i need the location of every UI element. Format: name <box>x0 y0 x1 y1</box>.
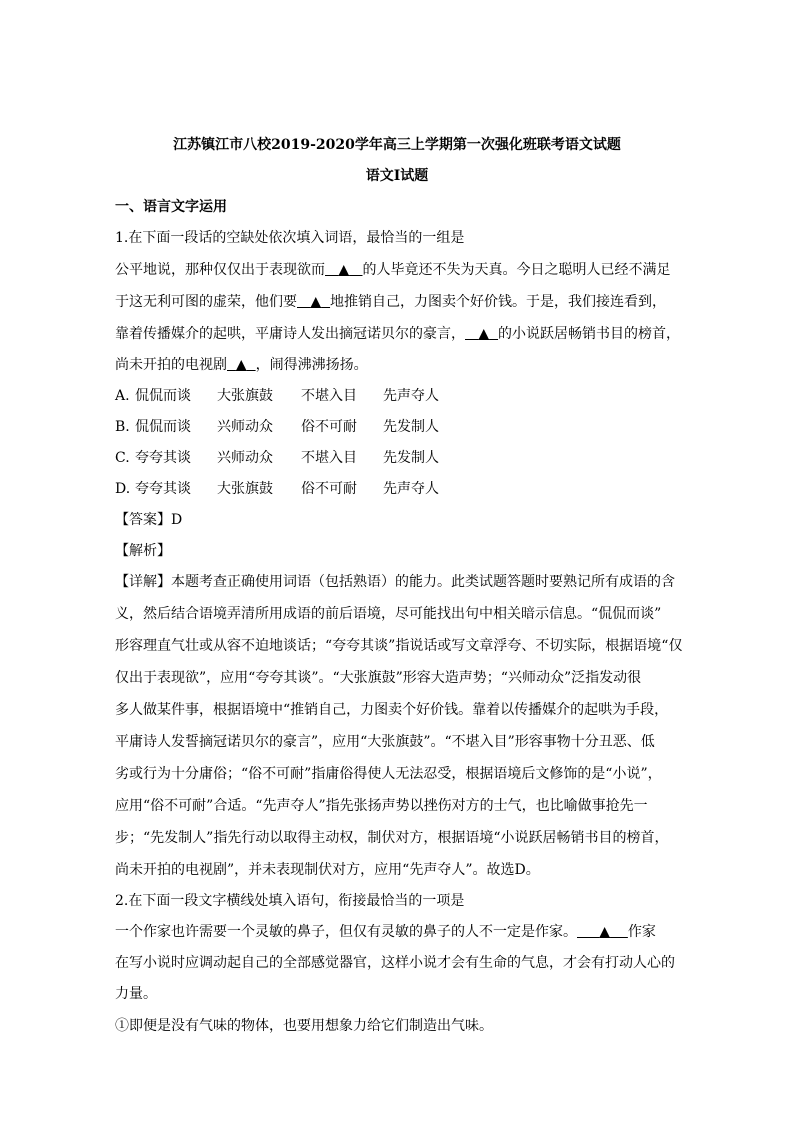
analysis-line: 尚未开拍的电视剧”，并未表现制伏对方，应用“先声夺人”。故选D。 <box>115 862 540 878</box>
blank-5: ▲ <box>599 924 611 940</box>
option-c: C. 夸夸其谈 兴师动众 不堪入目 先发制人 <box>115 450 439 466</box>
question-2-item-1: ①即便是没有气味的物体，也要用想象力给它们制造出气味。 <box>115 1018 493 1034</box>
blank-4: ▲ <box>235 357 247 373</box>
analysis-line: 义，然后结合语境弄清所用成语的前后语境，尽可能找出句中相关暗示信息。“侃侃而谈” <box>115 606 662 622</box>
section-heading: 一、语言文字运用 <box>115 199 227 215</box>
question-2-line-3: 力量。 <box>115 986 157 1002</box>
analysis-line: 步；“先发制人”指先行动以取得主动权，制伏对方，根据语境“小说跃居畅销书目的榜首， <box>115 830 669 846</box>
answer-label: 【答案】D <box>115 512 183 528</box>
analysis-label: 【解析】 <box>115 543 171 559</box>
question-1-line-2: 于这无利可图的虚荣，他们要 ▲ 地推销自己，力图卖个好价钱。于是，我们接连看到， <box>115 294 667 310</box>
document-title: 江苏镇江市八校2019-2020学年高三上学期第一次强化班联考语文试题 <box>173 137 621 153</box>
analysis-line: 形容理直气壮或从容不迫地谈话；“夸夸其谈”指说话或写文章浮夸、不切实际，根据语境“仅 <box>115 638 683 654</box>
question-1-stem: 1.在下面一段话的空缺处依次填入词语，最恰当的一组是 <box>115 230 465 246</box>
option-d: D. 夸夸其谈 大张旗鼓 俗不可耐 先声夺人 <box>115 481 439 497</box>
analysis-line: 多人做某件事，根据语境中“推销自己，力图卖个好价钱。靠着以传播媒介的起哄为手段， <box>115 702 669 718</box>
question-2-line-2: 在写小说时应调动起自己的全部感觉器官，这样小说才会有生命的气息，才会有打动人心的 <box>115 955 675 971</box>
option-b: B. 侃侃而谈 兴师动众 俗不可耐 先发制人 <box>115 419 439 435</box>
blank-2: ▲ <box>310 294 322 310</box>
question-2-line-1: 一个作家也许需要一个灵敏的鼻子，但仅有灵敏的鼻子的人不一定是作家。 ▲ 作家 <box>115 924 656 940</box>
analysis-line: 【详解】本题考查正确使用词语（包括熟语）的能力。此类试题答题时要熟记所有成语的含 <box>115 574 675 590</box>
option-a: A. 侃侃而谈 大张旗鼓 不堪入目 先声夺人 <box>115 388 439 404</box>
question-1-line-1: 公平地说，那种仅仅出于表现欲而 ▲ 的人毕竟还不失为天真。今日之聪明人已经不满足 <box>115 262 671 278</box>
analysis-line: 应用“俗不可耐”合适。“先声夺人”指先张扬声势以挫伤对方的士气，也比喻做事抢先一 <box>115 798 648 814</box>
analysis-line: 劣或行为十分庸俗；“俗不可耐”指庸俗得使人无法忍受，根据语境后文修饰的是“小说”， <box>115 766 662 782</box>
analysis-line: 平庸诗人发誓摘冠诺贝尔的豪言”，应用“大张旗鼓”。“不堪入目”形容事物十分丑恶、低 <box>115 734 655 750</box>
blank-3: ▲ <box>478 326 490 342</box>
blank-1: ▲ <box>338 262 350 278</box>
document-subtitle: 语文Ⅰ试题 <box>365 168 429 184</box>
question-1-line-3: 靠着传播媒介的起哄，平庸诗人发出摘冠诺贝尔的豪言， ▲ 的小说跃居畅销书目的榜首， <box>115 326 681 342</box>
question-2-stem: 2.在下面一段文字横线处填入语句，衔接最恰当的一项是 <box>115 893 465 909</box>
analysis-line: 仅出于表现欲”，应用“夸夸其谈”。“大张旗鼓”形容大造声势；“兴师动众”泛指发动很 <box>115 670 642 686</box>
question-1-line-4: 尚未开拍的电视剧 ▲ ，闹得沸沸扬扬。 <box>115 357 368 373</box>
